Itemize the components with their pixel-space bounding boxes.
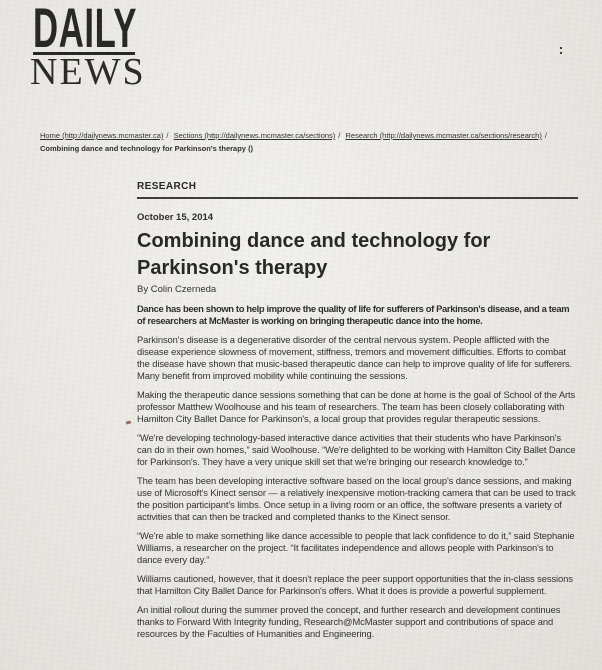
article-byline: By Colin Czerneda [137,284,217,295]
daily-news-logo [30,0,146,93]
article [137,181,578,640]
breadcrumb-separator: / [338,131,341,140]
article-lead-paragraph: Dance has been shown to help improve the quality of life for sufferers of Parkinson's disease, and a team of researchers at McMaster is working on bringing therapeutic dance into the home. [137,303,570,326]
article-title: Combining dance and technology for Parkinson's therapy [137,230,491,279]
breadcrumb-link-home[interactable]: Home (http://dailynews.mcmaster.ca) [40,131,164,140]
article-paragraph: Parkinson's disease is a degenerative disorder of the central nervous system. People afflicted with the disease experience slowness of movement, stiffness, tremors and movement difficulties. Efforts to combat the disease have shown that music-based therapeutic dance can help to improve quality of life for sufferers. Many benefit from improved mobility while continuing the sessions. [137,334,573,381]
breadcrumb-current-page: Combining dance and technology for Parkinson's therapy () [40,144,254,153]
breadcrumb-separator: / [166,131,169,140]
breadcrumb-trail [40,129,588,142]
section-label-research: RESEARCH [137,181,578,199]
article-paragraph: Making the therapeutic dance sessions something that can be done at home is the goal of School of the Arts professor Matthew Woolhouse and his team of researchers. The team has been closely collaborating with Hamilton City Ballet Dance for Parkinson's, a local group that provides regular therapeutic sessions. [137,389,576,424]
article-paragraph: Williams cautioned, however, that it doesn't replace the peer support opportunities that the in-class sessions that Hamilton City Ballet Dance for Parkinson's offers. What it does is provide a powerful supplement. [137,573,573,596]
article-paragraph: “We're developing technology-based interactive dance activities that their students who have Parkinson's can do in their own homes,” said Woolhouse. “We're delighted to be working with Hamilton City Ballet Dance for Parkinson's. They have a very unique skill set that we're bringing our research knowledge to.” [137,432,576,467]
breadcrumb [40,129,588,155]
logo-daily-text: DAILY [33,0,138,59]
article-paragraph: The team has been developing interactive software based on the local group's dance sessions, and making use of Microsoft's Kinect sensor — a relatively inexpensive motion-tracking camera that can be used to track the position participant's limbs. Once setup in a living room or an office, the software presents a variety of activities that can then be tracked and completed thanks to the Kinect sensor. [137,475,576,522]
scan-colon-artifact [560,47,562,57]
article-paragraph: An initial rollout during the summer proved the concept, and further research and development continues thanks to Forward With Integrity funding, Research@McMaster support and contributions of space and resources by the Faculties of Humanities and Engineering. [137,604,561,639]
breadcrumb-separator: / [544,131,547,140]
article-paragraph: “We're able to make something like dance accessible to people that lack confidence to do it,” said Stephanie Williams, a researcher on the project. “It facilitates independence and allows people with Parkinson's to dance every day.” [137,530,575,565]
scan-stray-mark [126,420,132,424]
logo-daily-underline [33,0,138,59]
breadcrumb-link-sections[interactable]: Sections (http://dailynews.mcmaster.ca/sections) [173,131,336,140]
breadcrumb-link-research[interactable]: Research (http://dailynews.mcmaster.ca/sections/research) [345,131,542,140]
logo-news-text: NEWS [30,51,146,93]
article-date: October 15, 2014 [137,212,214,223]
